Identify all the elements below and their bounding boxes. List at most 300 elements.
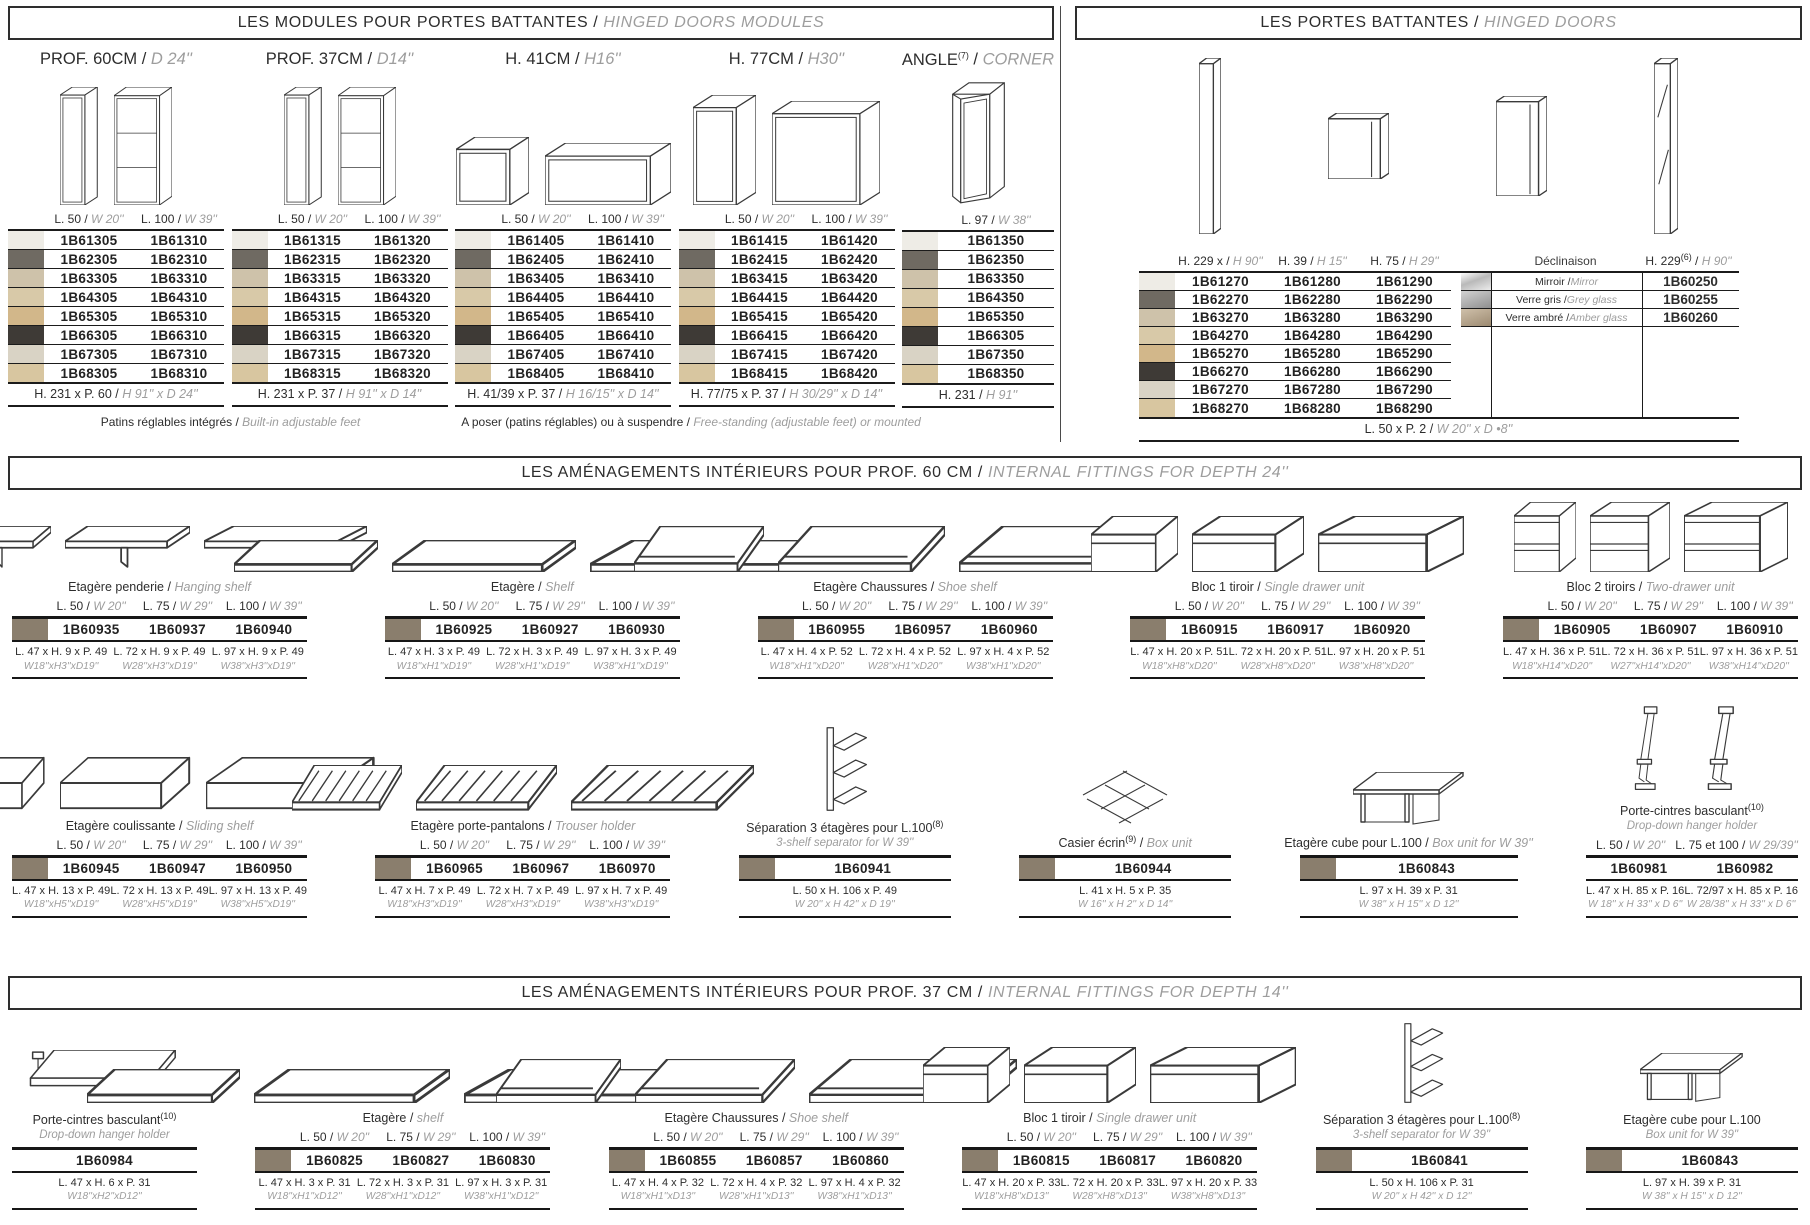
flatShelf-drawing xyxy=(392,540,576,572)
cabinet-drawing xyxy=(60,87,98,205)
size-label: L. 100 / W 39'' xyxy=(225,599,302,614)
part-number: 1B62280 xyxy=(1284,292,1341,307)
finish-swatch xyxy=(455,250,491,268)
fittings-60-section xyxy=(0,456,1810,918)
part-number: 1B66305 xyxy=(60,327,118,343)
part-number: 1B60965 xyxy=(426,861,483,877)
part-number: 1B65315 xyxy=(284,308,341,324)
size-label: L. 100 / W 39'' xyxy=(1716,599,1793,614)
product-row xyxy=(902,365,1054,383)
part-number: 1B60860 xyxy=(832,1153,890,1169)
dimension-cell: L. 97 x H. 4 x P. 32 W38''xH1''xD13'' xyxy=(808,1177,901,1203)
size-label: L. 100 / W 39'' xyxy=(141,212,217,226)
part-number: 1B66310 xyxy=(150,327,208,343)
module-group-title: ANGLE$^{(7)}$ / CORNER xyxy=(901,50,1055,69)
flatShelf-drawing xyxy=(254,1069,450,1103)
shoeShelf-drawing xyxy=(778,526,945,572)
size-label: H. 229$^{(6)}$ / H 90'' xyxy=(1645,252,1732,268)
dimension-cell: L. 97 x H. 9 x P. 49 W38''xH3''xD19'' xyxy=(211,646,304,672)
drawer1-drawing xyxy=(1318,516,1464,572)
module-notes xyxy=(8,415,1054,429)
size-header-row xyxy=(609,1130,904,1144)
finish-swatch xyxy=(902,289,938,307)
title-separator: / xyxy=(977,983,988,1001)
finish-swatch xyxy=(679,288,715,306)
fitting-label: Bloc 1 tiroir / Single drawer unit xyxy=(1023,1110,1197,1125)
size-label: L. 100 / W 39'' xyxy=(1176,1130,1252,1145)
finish-swatch xyxy=(609,1150,645,1171)
finish-swatch xyxy=(1130,619,1166,640)
part-number: 1B60817 xyxy=(1099,1153,1157,1169)
part-number: 1B66420 xyxy=(821,327,878,343)
part-number-table xyxy=(962,1147,1257,1210)
size-header-row xyxy=(232,212,448,226)
part-number: 1B61270 xyxy=(1192,274,1249,289)
part-number: 1B60940 xyxy=(235,622,293,638)
part-number-table xyxy=(12,616,307,679)
part-number: 1B61405 xyxy=(507,232,565,248)
part-number: 1B61420 xyxy=(821,232,878,248)
part-number-table xyxy=(375,855,670,918)
hangerV-drawing xyxy=(1694,705,1760,795)
dimension-cell: L. 50 x H. 106 x P. 49 W 20'' x H 42'' x D 19'' xyxy=(792,885,897,911)
product-row xyxy=(902,251,1054,270)
part-number: 1B63270 xyxy=(1192,310,1249,325)
dimension-cell: L. 41 x H. 5 x P. 35 W 16'' x H 2'' x D 14'' xyxy=(1078,885,1173,911)
part-number: 1B62410 xyxy=(597,251,655,267)
size-label: L. 50 / W 20'' xyxy=(802,599,872,614)
fitting-group-bloc-1-tiroir-37 xyxy=(962,1047,1257,1210)
fitting-dimensions xyxy=(758,642,1053,679)
part-number: 1B65280 xyxy=(1284,346,1341,361)
doors-panel xyxy=(1061,6,1802,442)
cabinet-drawing xyxy=(943,78,1014,206)
part-number: 1B60915 xyxy=(1180,622,1238,638)
size-header-row xyxy=(12,599,307,613)
doors-size-headers xyxy=(1139,252,1739,268)
fitting-group-etagere-cube-37 xyxy=(1586,1053,1798,1210)
fitting-dimensions xyxy=(1300,881,1518,918)
product-row xyxy=(962,1150,1257,1173)
size-label: L. 100 / W 39'' xyxy=(971,599,1048,614)
finish-swatch xyxy=(1139,273,1175,290)
fitting-group-casier-ecrin xyxy=(1019,769,1231,918)
size-header-row xyxy=(1503,599,1798,613)
part-number: 1B68410 xyxy=(597,365,655,381)
size-label: L. 100 / W 39'' xyxy=(588,212,664,226)
size-label: L. 100 / W 39'' xyxy=(811,212,888,226)
part-number: 1B60830 xyxy=(478,1153,536,1169)
fitting-label: Porte-cintres basculant$^{(10)}$ Drop-down hanger holder xyxy=(32,1110,177,1142)
module-drawings xyxy=(455,73,671,205)
product-row xyxy=(12,619,307,642)
product-row xyxy=(12,1150,197,1173)
size-label: L. 100 / W 39'' xyxy=(598,599,675,614)
finish-swatch xyxy=(1019,858,1055,879)
note-adjustable-feet xyxy=(8,415,453,429)
part-number-table xyxy=(1503,616,1798,679)
part-number: 1B61280 xyxy=(1284,274,1341,289)
part-number: 1B60917 xyxy=(1267,622,1325,638)
part-number: 1B60827 xyxy=(392,1153,450,1169)
size-label: L. 50 / W 20'' xyxy=(1174,599,1245,614)
size-label: L. 75 / W 29'' xyxy=(386,1130,456,1145)
dimension-cell: L. 47 x H. 6 x P. 31 W18''xH2''xD12'' xyxy=(58,1177,151,1203)
fitting-label: Bloc 1 tiroir / Single drawer unit xyxy=(1191,580,1365,594)
section-title-fr: LES AMÉNAGEMENTS INTÉRIEURS POUR PROF. 37 CM xyxy=(521,983,973,1001)
product-row xyxy=(679,326,895,345)
module-dimensions: H. 231 / H 91'' xyxy=(902,385,1054,408)
part-number: 1B61410 xyxy=(597,232,655,248)
door-drawings xyxy=(1075,40,1802,252)
part-number: 1B60910 xyxy=(1726,622,1784,638)
dimension-cell: L. 72 x H. 4 x P. 52 W28''xH1''xD20'' xyxy=(858,646,952,672)
product-row xyxy=(902,308,1054,327)
flatShelf-drawing xyxy=(87,1069,240,1103)
product-row xyxy=(8,250,224,269)
product-row xyxy=(1019,858,1231,881)
part-number: 1B63290 xyxy=(1376,310,1433,325)
finish-swatch xyxy=(8,250,44,268)
fitting-group-etagere-porte-pantalons xyxy=(375,765,670,918)
finish-swatch xyxy=(1300,858,1336,879)
part-number: 1B64315 xyxy=(284,289,341,305)
size-header-row xyxy=(12,838,307,852)
part-number: 1B67320 xyxy=(374,346,431,362)
fittings-60-row-1 xyxy=(8,502,1802,679)
part-number: 1B60920 xyxy=(1353,622,1411,638)
product-row xyxy=(455,345,671,364)
fitting-group-etagere-coulissante xyxy=(12,755,307,918)
product-row xyxy=(455,288,671,307)
finish-swatch xyxy=(232,326,268,344)
finish-swatch xyxy=(12,619,48,640)
part-number: 1B60937 xyxy=(149,622,206,638)
finish-swatch xyxy=(679,231,715,249)
finish-swatch xyxy=(1316,1150,1352,1171)
part-number: 1B67415 xyxy=(731,346,788,362)
part-number: 1B60935 xyxy=(62,622,120,638)
part-number-table xyxy=(609,1147,904,1210)
dimension-cell: L. 97 x H. 36 x P. 51 W38''xH14''xD20'' xyxy=(1699,646,1798,672)
fitting-dimensions xyxy=(962,1173,1257,1210)
part-number: 1B60857 xyxy=(745,1153,803,1169)
fitting-dimensions xyxy=(1316,1173,1528,1210)
dimension-cell: L. 72 x H. 3 x P. 31 W28''xH1''xD12'' xyxy=(356,1177,449,1203)
part-number-table xyxy=(1586,855,1798,918)
title-separator: / xyxy=(1473,14,1485,31)
part-number-table xyxy=(758,616,1053,679)
part-number-table xyxy=(12,855,307,918)
product-row xyxy=(8,269,224,288)
part-number: 1B60820 xyxy=(1185,1153,1243,1169)
hangerV-drawing xyxy=(1623,705,1680,795)
cabinet-drawing xyxy=(284,87,322,205)
shoeShelf-drawing xyxy=(634,526,764,572)
dimension-cell: L. 47 x H. 13 x P. 49 W18''xH5''xD19'' xyxy=(12,885,111,911)
fitting-label: Bloc 2 tiroirs / Two-drawer unit xyxy=(1566,580,1735,594)
module-group-title: PROF. 60CM / D 24'' xyxy=(39,50,193,68)
part-number: 1B63415 xyxy=(731,270,788,286)
part-number: 1B67350 xyxy=(967,347,1025,362)
finish-swatch xyxy=(739,858,775,879)
finish-swatch xyxy=(385,619,421,640)
fitting-drawings xyxy=(923,1047,1296,1103)
finish-swatch xyxy=(902,251,938,269)
fitting-label: Etagère cube pour L.100 Box unit for W 39'' xyxy=(1623,1112,1761,1142)
doors-panel-title xyxy=(1075,6,1802,40)
part-number: 1B67280 xyxy=(1284,382,1341,397)
module-drawings xyxy=(902,74,1054,206)
cabinet-drawing xyxy=(693,95,756,205)
finish-swatch xyxy=(232,307,268,325)
product-row xyxy=(455,269,671,288)
part-number: 1B67305 xyxy=(60,346,118,362)
module-group-prof37 xyxy=(232,48,448,408)
finish-swatch xyxy=(962,1150,998,1171)
module-group-prof60 xyxy=(8,48,224,408)
part-number-table xyxy=(1316,1147,1528,1210)
product-row xyxy=(8,231,224,250)
note-fr: Patins réglables intégrés xyxy=(100,414,233,429)
drawer1-drawing xyxy=(923,1047,1010,1103)
size-header-row xyxy=(1586,838,1798,852)
drawer1-drawing xyxy=(1192,516,1304,572)
module-dimensions: H. 41/39 x P. 37 / H 16/15'' x D 14'' xyxy=(455,384,671,407)
finish-swatch xyxy=(902,346,938,364)
product-row xyxy=(1139,363,1739,381)
finish-swatch xyxy=(679,326,715,344)
part-number: 1B61310 xyxy=(150,232,208,248)
top-area xyxy=(0,0,1810,442)
drawer1-drawing xyxy=(1024,1047,1136,1103)
part-number: 1B64280 xyxy=(1284,328,1341,343)
product-row xyxy=(375,858,670,881)
dimension-cell: L. 47 x H. 4 x P. 32 W18''xH1''xD13'' xyxy=(611,1177,705,1203)
part-number: 1B60984 xyxy=(76,1153,133,1169)
dimension-cell: L. 72 x H. 20 x P. 51 W28''xH8''xD20'' xyxy=(1228,646,1327,672)
fitting-label: Séparation 3 étagères pour L.100$^{(8)}$ 3-shelf separator for W 39'' xyxy=(1322,1110,1521,1142)
door-drawing xyxy=(1199,58,1221,234)
doors-body xyxy=(1075,40,1802,442)
part-number-table xyxy=(385,616,680,679)
dimension-cell: L. 47 x H. 4 x P. 52 W18''xH1''xD20'' xyxy=(760,646,853,672)
trouser-drawing xyxy=(416,765,557,811)
part-number: 1B60945 xyxy=(62,861,120,877)
size-header-row xyxy=(8,212,224,226)
finish-swatch xyxy=(8,326,44,344)
fitting-label: Etagère porte-pantalons / Trouser holder xyxy=(410,818,636,833)
part-number: 1B66305 xyxy=(967,328,1025,343)
fitting-dimensions xyxy=(12,1173,197,1210)
glass-swatch xyxy=(1461,291,1491,308)
finish-swatch xyxy=(679,250,715,268)
part-number: 1B61290 xyxy=(1376,274,1433,289)
section-title-fr: LES AMÉNAGEMENTS INTÉRIEURS POUR PROF. 60 CM xyxy=(521,464,973,481)
finish-swatch xyxy=(902,270,938,288)
module-group-h41 xyxy=(455,48,671,408)
part-number: 1B65415 xyxy=(731,308,788,324)
module-group-title: PROF. 37CM / D14'' xyxy=(265,50,414,68)
door-drawing xyxy=(1654,58,1678,234)
fittings-37-title xyxy=(8,976,1802,1010)
size-label: L. 75 / W 29'' xyxy=(888,599,958,614)
part-number: 1B60970 xyxy=(598,861,656,877)
part-number: 1B65350 xyxy=(967,309,1025,324)
cubeTable-drawing xyxy=(1640,1053,1744,1105)
part-number-table xyxy=(1300,855,1518,918)
product-row xyxy=(232,231,448,250)
part-number: 1B62270 xyxy=(1192,292,1249,307)
part-number: 1B66290 xyxy=(1376,364,1433,379)
part-number: 1B63320 xyxy=(374,270,431,286)
finish-swatch xyxy=(8,345,44,363)
slideShelf-drawing xyxy=(60,755,192,811)
shoeShelf-drawing xyxy=(635,1059,795,1103)
finish-swatch xyxy=(1503,619,1539,640)
drawer2-drawing xyxy=(1514,502,1576,572)
module-dimensions: H. 231 x P. 60 / H 91'' x D 24'' xyxy=(8,384,224,407)
drawer2-drawing xyxy=(1590,502,1670,572)
finish-swatch xyxy=(1139,327,1175,344)
note-en: Free-standing (adjustable feet) or mounted xyxy=(693,414,921,429)
part-number: 1B64305 xyxy=(60,289,118,305)
finish-swatch xyxy=(375,858,411,879)
part-number-table xyxy=(1586,1147,1798,1210)
fitting-label: Casier écrin$^{(9)}$ / Box unit xyxy=(1058,833,1192,850)
product-row xyxy=(8,288,224,307)
part-number: 1B60957 xyxy=(894,622,952,638)
fitting-group-bloc-2-tiroirs xyxy=(1503,502,1798,679)
fitting-label: Etagère / shelf xyxy=(362,1110,444,1125)
fittings-37-section xyxy=(0,976,1810,1210)
hangShelf-drawing xyxy=(0,526,51,572)
module-groups xyxy=(8,48,1054,408)
fitting-label: Etagère cube pour L.100 / Box unit for W 39'' xyxy=(1284,835,1533,850)
fittings-60-row-2 xyxy=(8,705,1802,918)
fittings-37-row-1 xyxy=(8,1022,1802,1210)
dimension-cell: L. 97 x H. 20 x P. 51 W38''xH8''xD20'' xyxy=(1326,646,1426,672)
part-number: 1B68320 xyxy=(374,365,431,381)
size-label: L. 100 / W 39'' xyxy=(364,212,441,226)
module-group-angle xyxy=(902,48,1054,408)
doors-dimensions: L. 50 x P. 2 / W 20'' x D •8'' xyxy=(1139,417,1739,442)
fitting-group-etagere-cube xyxy=(1284,772,1533,918)
part-number-table xyxy=(8,229,224,384)
size-label: L. 97 / W 38'' xyxy=(961,212,1031,227)
finish-swatch xyxy=(679,269,715,287)
size-label: L. 50 / W 20'' xyxy=(419,838,490,853)
finish-swatch xyxy=(455,345,491,363)
finish-swatch xyxy=(1139,345,1175,362)
note-fr: A poser (patins réglables) ou à suspendre xyxy=(461,414,684,429)
part-number: 1B61350 xyxy=(967,233,1025,248)
size-label: L. 75 / W 29'' xyxy=(515,599,585,614)
modules-title-fr: LES MODULES POUR PORTES BATTANTES xyxy=(237,14,589,31)
part-number: 1B62420 xyxy=(821,251,878,267)
part-number-table xyxy=(455,229,671,384)
part-number: 1B62405 xyxy=(507,251,565,267)
fitting-dimensions xyxy=(609,1173,904,1210)
finish-swatch xyxy=(1139,291,1175,308)
part-number: 1B60955 xyxy=(808,622,866,638)
part-number: 1B68415 xyxy=(731,365,788,381)
size-header-row xyxy=(1130,599,1425,613)
trouser-drawing xyxy=(292,765,402,811)
part-number: 1B64405 xyxy=(507,289,565,305)
product-row xyxy=(455,250,671,269)
dimension-cell: L. 97 x H. 39 x P. 31 W 38'' x H 15'' x D 12'' xyxy=(1641,1177,1742,1203)
part-number: 1B64310 xyxy=(150,289,208,305)
dimension-cell: L. 47 x H. 3 x P. 31 W18''xH1''xD12'' xyxy=(258,1177,351,1203)
product-row xyxy=(455,307,671,326)
part-number-table xyxy=(739,855,951,918)
fitting-label: Etagère Chaussures / Shoe shelf xyxy=(813,580,997,594)
finish-swatch xyxy=(758,619,794,640)
slideShelf-drawing xyxy=(0,755,46,811)
sep3-drawing xyxy=(1398,1022,1446,1104)
note-separator: / xyxy=(235,414,243,429)
part-number: 1B64420 xyxy=(821,289,878,305)
fitting-dimensions xyxy=(12,642,307,679)
size-label: L. 100 / W 39'' xyxy=(469,1130,546,1145)
size-label: L. 75 / W 29'' xyxy=(506,838,576,853)
fitting-dimensions xyxy=(375,881,670,918)
fitting-dimensions xyxy=(1503,642,1798,679)
finish-swatch xyxy=(902,365,938,383)
part-number: 1B60982 xyxy=(1716,861,1774,877)
part-number: 1B66320 xyxy=(374,327,431,343)
product-row xyxy=(12,858,307,881)
fitting-label: Etagère / Shelf xyxy=(490,580,574,594)
part-number: 1B65405 xyxy=(507,308,565,324)
finish-swatch xyxy=(679,345,715,363)
part-number: 1B63315 xyxy=(284,270,341,286)
part-number: 1B60843 xyxy=(1681,1153,1739,1169)
module-drawings xyxy=(232,73,448,205)
product-row xyxy=(1586,858,1798,881)
part-number: 1B68290 xyxy=(1376,400,1433,416)
product-row xyxy=(902,232,1054,251)
size-header-row xyxy=(962,1130,1257,1144)
modules-title-en: HINGED DOORS MODULES xyxy=(603,14,825,31)
fitting-drawings xyxy=(1514,502,1788,572)
module-drawings xyxy=(8,73,224,205)
modules-panel-title xyxy=(8,6,1054,40)
product-row xyxy=(8,326,224,345)
finish-swatch xyxy=(232,364,268,382)
finish-swatch xyxy=(902,327,938,345)
part-number: 1B68270 xyxy=(1192,400,1249,416)
declinaison-label: Verre gris / Grey glass xyxy=(1491,291,1643,308)
finish-swatch xyxy=(255,1150,291,1171)
product-row xyxy=(232,326,448,345)
doors-title-en: HINGED DOORS xyxy=(1484,14,1617,31)
part-number: 1B68420 xyxy=(821,365,878,381)
product-row xyxy=(232,288,448,307)
part-number: 1B66415 xyxy=(731,327,788,343)
finish-swatch xyxy=(679,364,715,382)
product-row xyxy=(232,269,448,288)
product-row xyxy=(8,345,224,364)
size-label: L. 50 / W 20'' xyxy=(1595,838,1666,853)
part-number: 1B63410 xyxy=(597,270,655,286)
dimension-cell: L. 72 x H. 7 x P. 49 W28''xH3''xD19'' xyxy=(476,885,569,911)
part-number: 1B64320 xyxy=(374,289,431,305)
size-label: L. 75 / W 29'' xyxy=(739,1130,809,1145)
product-row xyxy=(1503,619,1798,642)
module-group-title: H. 77CM / H30'' xyxy=(728,50,845,68)
